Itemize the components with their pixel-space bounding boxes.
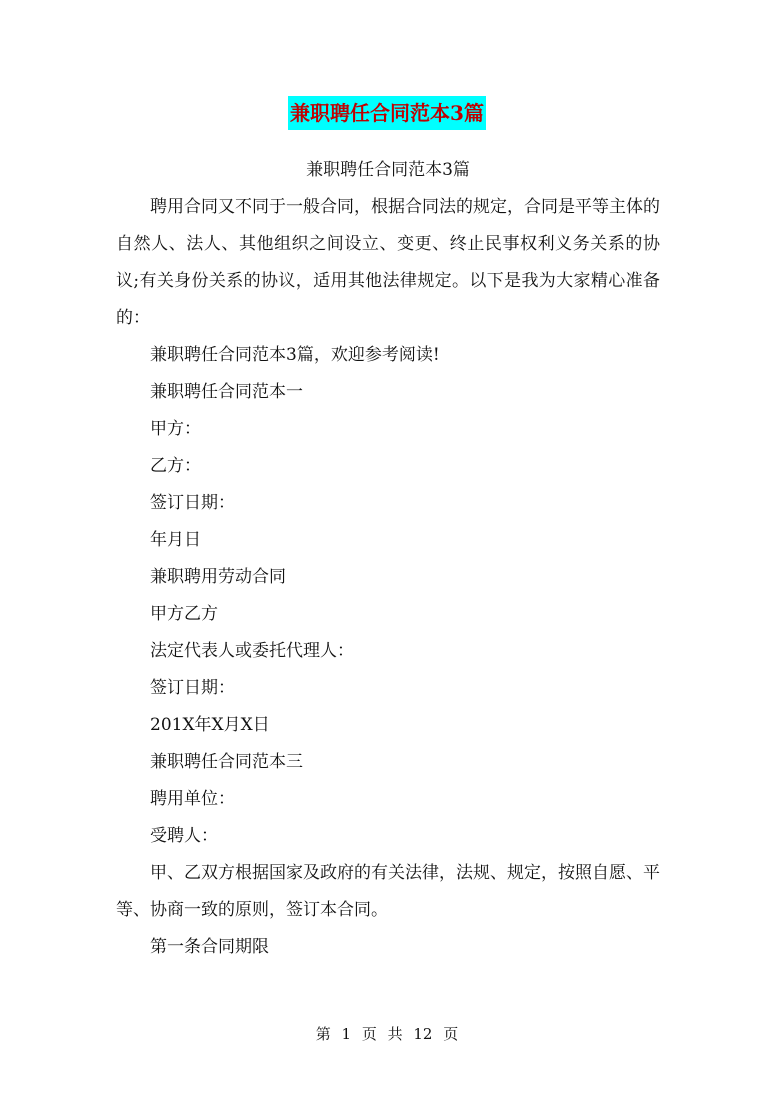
section-heading: 兼职聘任合同范本三	[150, 752, 303, 772]
paragraph: 兼职聘任合同范本3篇，欢迎参考阅读!	[150, 345, 440, 365]
contract-name: 兼职聘用劳动合同	[150, 567, 286, 587]
page-footer: 第 1 页 共 12 页	[315, 1025, 459, 1043]
signing-date-value: 201X年X月X日	[150, 715, 270, 735]
date-placeholder: 年月日	[150, 530, 201, 550]
employee-label: 受聘人：	[150, 826, 218, 846]
document-title-text: 兼职聘任合同范本3篇	[288, 96, 486, 130]
employer-label: 聘用单位：	[150, 789, 235, 809]
signing-date-label: 签订日期：	[150, 678, 235, 698]
parties-line: 甲方乙方	[150, 604, 218, 624]
document-title	[0, 96, 774, 132]
document-body	[116, 152, 660, 966]
article-heading: 第一条合同期限	[150, 937, 269, 957]
party-a-label: 甲方：	[150, 419, 201, 439]
legal-representative-label: 法定代表人或委托代理人：	[150, 641, 354, 661]
signing-date-label: 签订日期：	[150, 493, 235, 513]
paragraph-agreement: 甲、乙双方根据国家及政府的有关法律，法规、规定，按照自愿、平等、协商一致的原则，签订本合同。	[116, 863, 660, 920]
section-heading: 兼职聘任合同范本一	[150, 382, 303, 402]
party-b-label: 乙方：	[150, 456, 201, 476]
paragraph-intro: 聘用合同又不同于一般合同，根据合同法的规定，合同是平等主体的自然人、法人、其他组织之间设立、变更、终止民事权利义务关系的协议;有关身份关系的协议，适用其他法律规定。以下是我为大家精心准备的：	[116, 197, 660, 328]
document-subtitle: 兼职聘任合同范本3篇	[306, 160, 470, 180]
